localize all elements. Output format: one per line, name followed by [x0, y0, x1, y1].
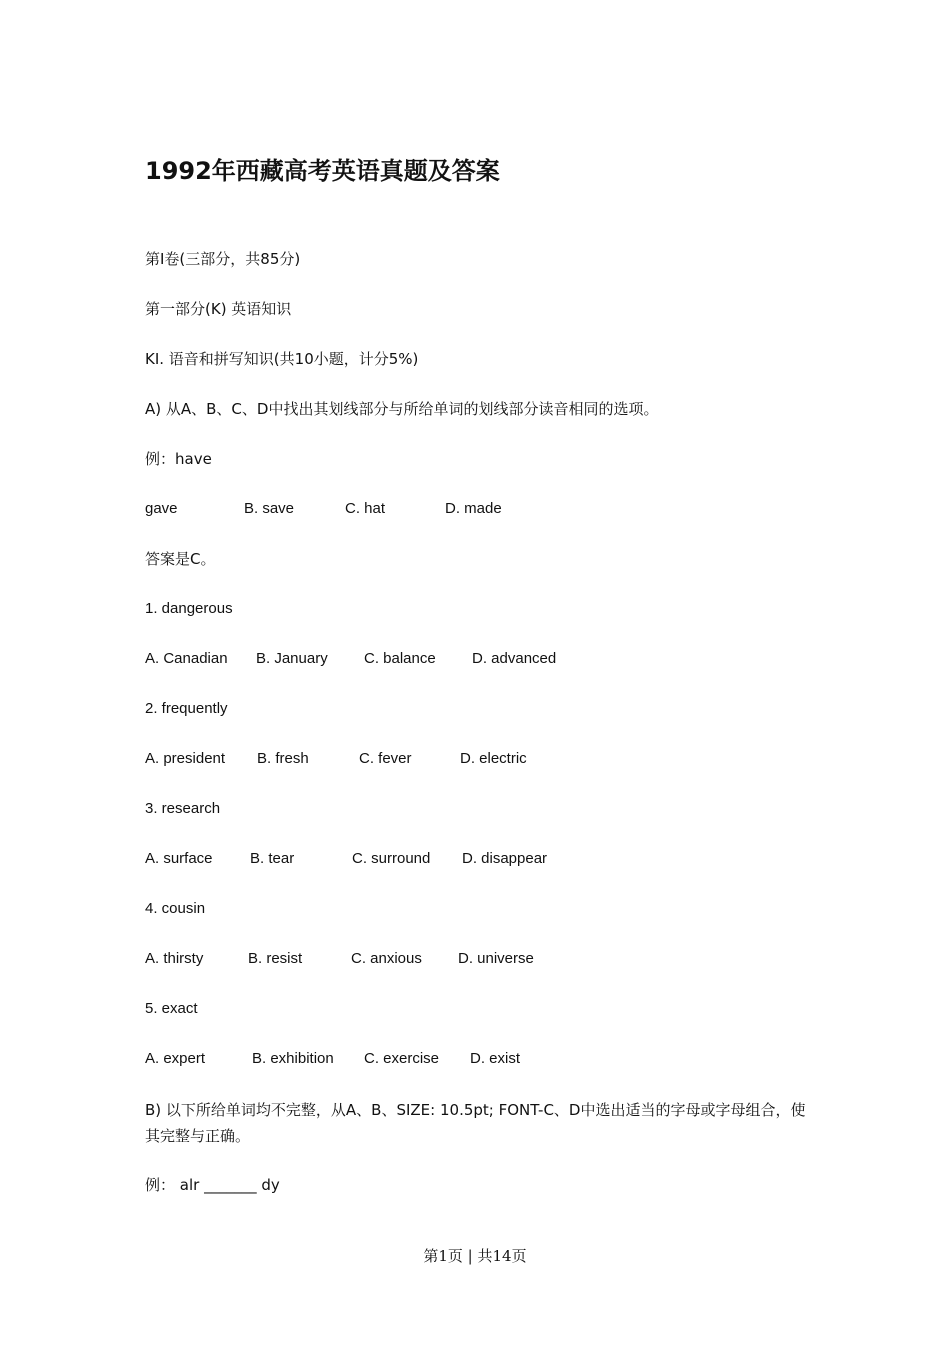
- question-option: C. exercise: [364, 1050, 440, 1067]
- part-heading: 第一部分(K) 英语知识: [145, 300, 292, 318]
- question-stem: 4. cousin: [145, 900, 206, 917]
- question-stem: 1. dangerous: [145, 600, 233, 617]
- document-title: 1992年西藏高考英语真题及答案: [145, 157, 500, 185]
- question-option: A. thirsty: [145, 950, 204, 967]
- instruction-b: B) 以下所给单词均不完整，从A、B、SIZE: 10.5pt; FONT-C、D中选出适当的字母或字母组合，使其完整与正确。: [145, 1101, 806, 1145]
- question-option: C. fever: [359, 750, 412, 767]
- example-option: gave: [145, 500, 178, 517]
- question-option: B. exhibition: [252, 1050, 334, 1067]
- section-heading: KI. 语音和拼写知识(共10小题，计分5%): [145, 350, 419, 368]
- example-b: 例： alr _______ dy: [145, 1176, 280, 1194]
- example-option: D. made: [445, 500, 502, 517]
- example-label: 例：have: [145, 450, 212, 468]
- question-option: C. anxious: [351, 950, 422, 967]
- question-option: B. resist: [248, 950, 303, 967]
- question-option: B. tear: [250, 850, 295, 867]
- question-stem: 2. frequently: [145, 700, 228, 717]
- question-option: C. balance: [364, 650, 436, 667]
- question-option: D. universe: [458, 950, 534, 967]
- page-footer: 第1页 | 共14页: [423, 1247, 527, 1265]
- question-option: A. Canadian: [145, 650, 228, 667]
- example-answer: 答案是C。: [145, 550, 216, 568]
- question-option: D. electric: [460, 750, 527, 767]
- question-option: C. surround: [352, 850, 431, 867]
- question-option: A. president: [145, 750, 226, 767]
- question-option: D. exist: [470, 1050, 521, 1067]
- question-option: D. disappear: [462, 850, 548, 867]
- question-option: A. surface: [145, 850, 213, 867]
- instruction-a: A) 从A、B、C、D中找出其划线部分与所给单词的划线部分读音相同的选项。: [145, 400, 659, 418]
- question-option: D. advanced: [472, 650, 557, 667]
- question-option: B. January: [256, 650, 328, 667]
- question-option: A. expert: [145, 1050, 206, 1067]
- question-stem: 3. research: [145, 800, 221, 817]
- question-option: B. fresh: [257, 750, 309, 767]
- example-option: C. hat: [345, 500, 386, 517]
- volume-heading: 第Ⅰ卷(三部分，共85分): [145, 250, 301, 268]
- example-option: B. save: [244, 500, 295, 517]
- question-stem: 5. exact: [145, 1000, 198, 1017]
